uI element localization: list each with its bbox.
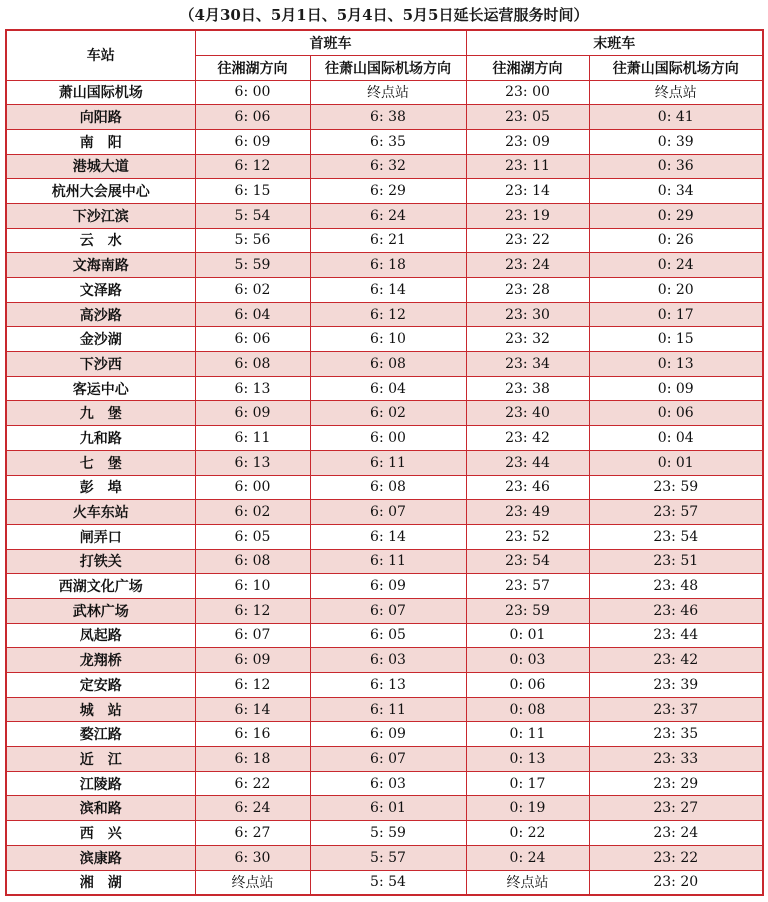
first-train-airport-cell: 5: 54	[310, 870, 466, 895]
first-train-airport-cell: 6: 11	[310, 450, 466, 475]
first-train-airport-cell: 6: 02	[310, 401, 466, 426]
first-train-xianghu-header: 往湘湖方向	[195, 55, 310, 80]
last-train-xianghu-cell: 23: 32	[466, 327, 589, 352]
station-cell: 九 堡	[6, 401, 195, 426]
last-train-xianghu-cell: 23: 09	[466, 129, 589, 154]
station-cell: 湘 湖	[6, 870, 195, 895]
first-train-xianghu-cell: 6: 30	[195, 845, 310, 870]
station-cell: 高沙路	[6, 302, 195, 327]
last-train-airport-cell: 23: 54	[589, 524, 763, 549]
station-cell: 金沙湖	[6, 327, 195, 352]
table-row	[6, 154, 763, 179]
first-train-xianghu-cell: 6: 09	[195, 401, 310, 426]
last-train-airport-cell: 23: 57	[589, 500, 763, 525]
last-train-xianghu-cell: 23: 00	[466, 80, 589, 105]
first-train-xianghu-cell: 6: 02	[195, 278, 310, 303]
table-row	[6, 203, 763, 228]
first-train-airport-cell: 6: 07	[310, 598, 466, 623]
first-train-xianghu-cell: 6: 08	[195, 549, 310, 574]
last-train-airport-cell: 0: 41	[589, 105, 763, 130]
first-train-xianghu-cell: 6: 02	[195, 500, 310, 525]
first-train-airport-cell: 6: 09	[310, 574, 466, 599]
last-train-airport-cell: 23: 24	[589, 821, 763, 846]
table-row	[6, 722, 763, 747]
first-train-xianghu-cell: 6: 12	[195, 673, 310, 698]
last-train-airport-cell: 23: 48	[589, 574, 763, 599]
last-train-airport-cell: 0: 20	[589, 278, 763, 303]
station-cell: 火车东站	[6, 500, 195, 525]
first-train-airport-cell: 6: 08	[310, 352, 466, 377]
first-train-xianghu-cell: 6: 27	[195, 821, 310, 846]
first-train-airport-cell: 终点站	[310, 80, 466, 105]
first-train-xianghu-cell: 6: 09	[195, 648, 310, 673]
last-train-airport-cell: 23: 42	[589, 648, 763, 673]
last-train-airport-cell: 23: 22	[589, 845, 763, 870]
table-row	[6, 870, 763, 895]
first-train-airport-cell: 6: 18	[310, 253, 466, 278]
last-train-xianghu-cell: 23: 52	[466, 524, 589, 549]
last-train-airport-cell: 23: 33	[589, 747, 763, 772]
station-cell: 武林广场	[6, 598, 195, 623]
last-train-xianghu-cell: 终点站	[466, 870, 589, 895]
station-cell: 港城大道	[6, 154, 195, 179]
schedule-body	[6, 80, 763, 895]
last-train-airport-cell: 23: 39	[589, 673, 763, 698]
table-row	[6, 426, 763, 451]
last-train-xianghu-cell: 23: 40	[466, 401, 589, 426]
last-train-xianghu-cell: 0: 22	[466, 821, 589, 846]
last-train-xianghu-cell: 23: 24	[466, 253, 589, 278]
first-train-airport-cell: 6: 11	[310, 697, 466, 722]
first-train-xianghu-cell: 6: 13	[195, 376, 310, 401]
station-column-header: 车站	[6, 30, 195, 80]
station-cell: 客运中心	[6, 376, 195, 401]
table-row	[6, 648, 763, 673]
first-train-airport-cell: 6: 03	[310, 648, 466, 673]
first-train-airport-cell: 6: 29	[310, 179, 466, 204]
last-train-xianghu-cell: 23: 11	[466, 154, 589, 179]
last-train-xianghu-cell: 0: 08	[466, 697, 589, 722]
first-train-xianghu-cell: 5: 59	[195, 253, 310, 278]
table-row	[6, 253, 763, 278]
schedule-table	[5, 29, 764, 896]
table-row	[6, 623, 763, 648]
first-train-xianghu-cell: 5: 56	[195, 228, 310, 253]
first-train-xianghu-cell: 6: 07	[195, 623, 310, 648]
first-train-xianghu-cell: 6: 24	[195, 796, 310, 821]
station-cell: 下沙江滨	[6, 203, 195, 228]
last-train-airport-cell: 23: 46	[589, 598, 763, 623]
table-row	[6, 401, 763, 426]
station-cell: 滨康路	[6, 845, 195, 870]
table-row	[6, 352, 763, 377]
first-train-airport-cell: 6: 38	[310, 105, 466, 130]
last-train-airport-cell: 0: 13	[589, 352, 763, 377]
station-cell: 滨和路	[6, 796, 195, 821]
last-train-airport-cell: 23: 35	[589, 722, 763, 747]
first-train-xianghu-cell: 6: 00	[195, 80, 310, 105]
table-row	[6, 796, 763, 821]
table-row	[6, 747, 763, 772]
last-train-airport-cell: 0: 34	[589, 179, 763, 204]
station-cell: 彭 埠	[6, 475, 195, 500]
last-train-airport-header: 往萧山国际机场方向	[589, 55, 763, 80]
last-train-airport-cell: 0: 15	[589, 327, 763, 352]
table-row	[6, 524, 763, 549]
station-cell: 江陵路	[6, 771, 195, 796]
first-train-xianghu-cell: 6: 14	[195, 697, 310, 722]
last-train-airport-cell: 0: 06	[589, 401, 763, 426]
station-cell: 城 站	[6, 697, 195, 722]
first-train-airport-cell: 6: 24	[310, 203, 466, 228]
last-train-airport-cell: 0: 39	[589, 129, 763, 154]
last-train-xianghu-cell: 0: 17	[466, 771, 589, 796]
table-row	[6, 574, 763, 599]
last-train-xianghu-cell: 23: 05	[466, 105, 589, 130]
first-train-airport-cell: 6: 35	[310, 129, 466, 154]
last-train-xianghu-cell: 0: 06	[466, 673, 589, 698]
table-row	[6, 278, 763, 303]
last-train-xianghu-cell: 23: 44	[466, 450, 589, 475]
first-train-xianghu-cell: 6: 10	[195, 574, 310, 599]
station-cell: 下沙西	[6, 352, 195, 377]
last-train-xianghu-cell: 0: 19	[466, 796, 589, 821]
table-row	[6, 673, 763, 698]
station-cell: 七 堡	[6, 450, 195, 475]
first-train-airport-header: 往萧山国际机场方向	[310, 55, 466, 80]
last-train-xianghu-cell: 23: 59	[466, 598, 589, 623]
first-train-xianghu-cell: 终点站	[195, 870, 310, 895]
table-row	[6, 105, 763, 130]
last-train-airport-cell: 23: 20	[589, 870, 763, 895]
station-cell: 打铁关	[6, 549, 195, 574]
first-train-airport-cell: 6: 01	[310, 796, 466, 821]
last-train-xianghu-cell: 23: 30	[466, 302, 589, 327]
last-train-xianghu-cell: 23: 46	[466, 475, 589, 500]
first-train-airport-cell: 6: 14	[310, 524, 466, 549]
first-train-xianghu-cell: 6: 06	[195, 105, 310, 130]
last-train-airport-cell: 0: 36	[589, 154, 763, 179]
first-train-xianghu-cell: 6: 09	[195, 129, 310, 154]
last-train-xianghu-cell: 23: 19	[466, 203, 589, 228]
first-train-xianghu-cell: 6: 04	[195, 302, 310, 327]
first-train-airport-cell: 6: 09	[310, 722, 466, 747]
last-train-xianghu-cell: 0: 11	[466, 722, 589, 747]
first-train-airport-cell: 6: 08	[310, 475, 466, 500]
first-train-airport-cell: 5: 57	[310, 845, 466, 870]
last-train-airport-cell: 0: 09	[589, 376, 763, 401]
last-train-airport-cell: 23: 51	[589, 549, 763, 574]
last-train-airport-cell: 23: 37	[589, 697, 763, 722]
last-train-xianghu-cell: 23: 14	[466, 179, 589, 204]
table-row	[6, 302, 763, 327]
first-train-xianghu-cell: 6: 13	[195, 450, 310, 475]
station-cell: 龙翔桥	[6, 648, 195, 673]
station-cell: 近 江	[6, 747, 195, 772]
first-train-airport-cell: 6: 00	[310, 426, 466, 451]
first-train-xianghu-cell: 5: 54	[195, 203, 310, 228]
last-train-xianghu-cell: 23: 22	[466, 228, 589, 253]
first-train-airport-cell: 6: 10	[310, 327, 466, 352]
station-cell: 文泽路	[6, 278, 195, 303]
table-row	[6, 697, 763, 722]
table-row	[6, 327, 763, 352]
last-train-airport-cell: 23: 59	[589, 475, 763, 500]
station-cell: 西湖文化广场	[6, 574, 195, 599]
first-train-xianghu-cell: 6: 18	[195, 747, 310, 772]
first-train-airport-cell: 6: 32	[310, 154, 466, 179]
last-train-airport-cell: 0: 29	[589, 203, 763, 228]
first-train-xianghu-cell: 6: 08	[195, 352, 310, 377]
station-cell: 西 兴	[6, 821, 195, 846]
table-row	[6, 475, 763, 500]
first-train-airport-cell: 6: 11	[310, 549, 466, 574]
last-train-xianghu-cell: 0: 13	[466, 747, 589, 772]
station-cell: 婺江路	[6, 722, 195, 747]
table-row	[6, 450, 763, 475]
first-train-xianghu-cell: 6: 12	[195, 154, 310, 179]
station-cell: 闸弄口	[6, 524, 195, 549]
last-train-airport-cell: 23: 44	[589, 623, 763, 648]
last-train-airport-cell: 0: 04	[589, 426, 763, 451]
first-train-airport-cell: 6: 05	[310, 623, 466, 648]
first-train-airport-cell: 6: 21	[310, 228, 466, 253]
station-cell: 萧山国际机场	[6, 80, 195, 105]
table-caption: （4月30日、5月1日、5月4日、5月5日延长运营服务时间）	[179, 6, 589, 24]
table-row	[6, 771, 763, 796]
last-train-airport-cell: 终点站	[589, 80, 763, 105]
last-train-xianghu-cell: 0: 01	[466, 623, 589, 648]
table-row	[6, 80, 763, 105]
table-row	[6, 129, 763, 154]
first-train-xianghu-cell: 6: 05	[195, 524, 310, 549]
station-cell: 定安路	[6, 673, 195, 698]
station-cell: 云 水	[6, 228, 195, 253]
last-train-airport-cell: 0: 01	[589, 450, 763, 475]
station-cell: 九和路	[6, 426, 195, 451]
table-row	[6, 500, 763, 525]
last-train-xianghu-cell: 0: 24	[466, 845, 589, 870]
station-cell: 文海南路	[6, 253, 195, 278]
first-train-airport-cell: 6: 03	[310, 771, 466, 796]
first-train-xianghu-cell: 6: 22	[195, 771, 310, 796]
first-train-airport-cell: 6: 13	[310, 673, 466, 698]
first-train-xianghu-cell: 6: 11	[195, 426, 310, 451]
last-train-xianghu-cell: 23: 49	[466, 500, 589, 525]
first-train-airport-cell: 6: 07	[310, 747, 466, 772]
table-row	[6, 821, 763, 846]
table-row	[6, 376, 763, 401]
first-train-airport-cell: 6: 14	[310, 278, 466, 303]
last-train-xianghu-header: 往湘湖方向	[466, 55, 589, 80]
last-train-airport-cell: 23: 27	[589, 796, 763, 821]
first-train-xianghu-cell: 6: 15	[195, 179, 310, 204]
station-cell: 杭州大会展中心	[6, 179, 195, 204]
first-train-airport-cell: 6: 12	[310, 302, 466, 327]
station-cell: 凤起路	[6, 623, 195, 648]
first-train-airport-cell: 6: 04	[310, 376, 466, 401]
last-train-airport-cell: 0: 26	[589, 228, 763, 253]
first-train-xianghu-cell: 6: 06	[195, 327, 310, 352]
first-train-xianghu-cell: 6: 16	[195, 722, 310, 747]
table-row	[6, 845, 763, 870]
last-train-airport-cell: 23: 29	[589, 771, 763, 796]
last-train-xianghu-cell: 23: 34	[466, 352, 589, 377]
table-row	[6, 598, 763, 623]
last-train-airport-cell: 0: 24	[589, 253, 763, 278]
last-train-airport-cell: 0: 17	[589, 302, 763, 327]
last-train-xianghu-cell: 23: 54	[466, 549, 589, 574]
first-train-airport-cell: 5: 59	[310, 821, 466, 846]
last-train-xianghu-cell: 23: 42	[466, 426, 589, 451]
station-cell: 向阳路	[6, 105, 195, 130]
first-train-header: 首班车	[195, 30, 466, 55]
last-train-xianghu-cell: 0: 03	[466, 648, 589, 673]
first-train-xianghu-cell: 6: 00	[195, 475, 310, 500]
last-train-xianghu-cell: 23: 57	[466, 574, 589, 599]
station-cell: 南 阳	[6, 129, 195, 154]
table-row	[6, 179, 763, 204]
first-train-airport-cell: 6: 07	[310, 500, 466, 525]
last-train-header: 末班车	[466, 30, 763, 55]
table-row	[6, 549, 763, 574]
last-train-xianghu-cell: 23: 38	[466, 376, 589, 401]
last-train-xianghu-cell: 23: 28	[466, 278, 589, 303]
first-train-xianghu-cell: 6: 12	[195, 598, 310, 623]
table-row	[6, 228, 763, 253]
